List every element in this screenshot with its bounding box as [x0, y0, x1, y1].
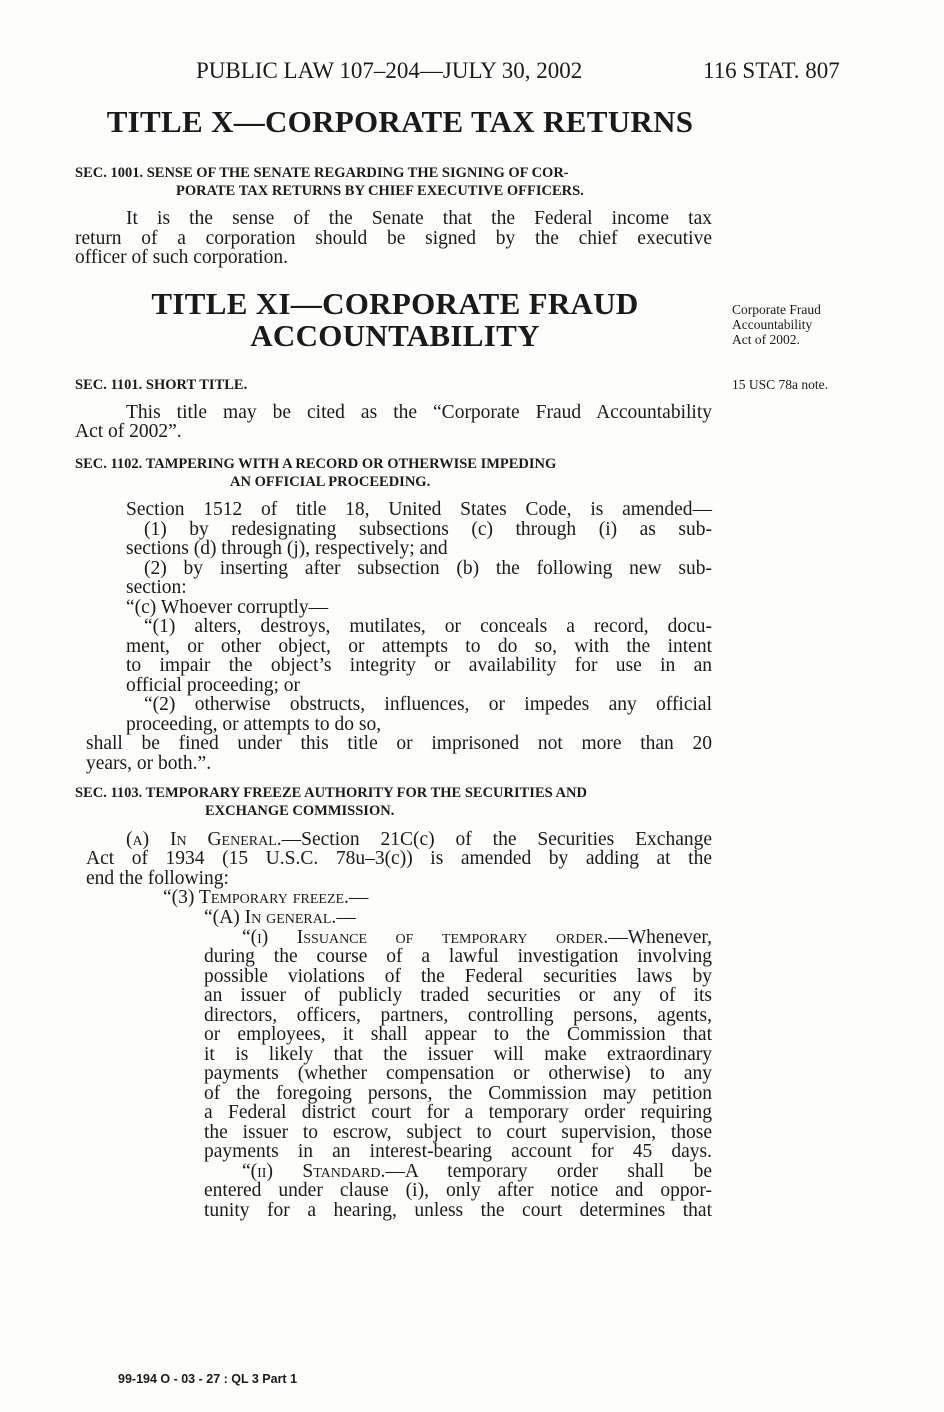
- sec-1001-heading-line2: PORATE TAX RETURNS BY CHIEF EXECUTIVE OFFICERS.: [176, 183, 584, 199]
- sec-1102-body-line: to impair the object’s integrity or availability for use in an: [126, 655, 712, 676]
- sec-1102-heading-line1: SEC. 1102. TAMPERING WITH A RECORD OR OTHERWISE IMPEDING: [75, 456, 557, 472]
- clause-ii-first-line: [242, 1162, 712, 1182]
- page-citation: 116 STAT. 807: [703, 58, 840, 83]
- sec-1103-subsection-a: [126, 830, 712, 850]
- sec-1001-heading: [75, 164, 715, 200]
- sec-1001-body-line: return of a corporation should be signed by the chief executive: [75, 228, 712, 249]
- sec-1103-a-label: (a) In General.: [126, 829, 282, 850]
- clause-i-body-line: the issuer to escrow, subject to court supervision, those: [204, 1122, 712, 1143]
- margin-note-line: Accountability: [732, 317, 813, 332]
- sec-1102-body-line: (1) by redesignating subsections (c) through (i) as sub-: [144, 519, 712, 540]
- clause-i-first-line: [242, 928, 712, 948]
- margin-note-short-title: [732, 302, 821, 347]
- margin-note-line: Corporate Fraud: [732, 302, 821, 317]
- clause-ii-body-line: entered under clause (i), only after notice and oppor-: [204, 1180, 712, 1201]
- clause-i-text: —Whenever,: [608, 927, 712, 948]
- clause-i-body-line: a Federal district court for a temporary order requiring: [204, 1102, 712, 1123]
- sec-1103-heading-line1: SEC. 1103. TEMPORARY FREEZE AUTHORITY FOR THE SECURITIES AND: [75, 785, 587, 801]
- margin-note-usc: 15 USC 78a note.: [732, 377, 828, 392]
- sec-1102-body-line: “(c) Whoever corruptly—: [126, 597, 329, 618]
- sec-1102-body-line: (2) by inserting after subsection (b) the following new sub-: [144, 558, 712, 579]
- sec-1103-a-text: —Section 21C(c) of the Securities Exchange: [281, 829, 713, 850]
- sec-1102-body-line: ment, or other object, or attempts to do so, with the intent: [126, 636, 712, 657]
- clause-i-body-line: or employees, it shall appear to the Commission that: [204, 1024, 712, 1045]
- clause-i-body-line: directors, officers, partners, controlling persons, agents,: [204, 1005, 712, 1026]
- title-xi-heading-line1: TITLE XI—CORPORATE FRAUD: [151, 286, 639, 321]
- sec-1102-body-line: “(1) alters, destroys, mutilates, or conceals a record, docu-: [144, 616, 712, 637]
- sec-1103-heading-line2: EXCHANGE COMMISSION.: [205, 803, 395, 819]
- clause-ii-label: “(ii) Standard.: [242, 1161, 386, 1182]
- sec-1001-body-line: It is the sense of the Senate that the Federal income tax: [126, 208, 712, 229]
- sec-1102-heading: [75, 455, 715, 491]
- sec-1103-body-line: end the following:: [86, 868, 229, 889]
- sec-1102-body-line: shall be fined under this title or imprisoned not more than 20: [86, 733, 712, 754]
- sec-1102-body-line: years, or both.”.: [86, 753, 212, 774]
- clause-i-label: “(i) Issuance of temporary order.: [242, 927, 609, 948]
- clause-i-body-line: during the course of a lawful investigation involving: [204, 946, 712, 967]
- in-general-label: “(A) In general.—: [204, 907, 356, 928]
- sec-1001-heading-line1: SEC. 1001. SENSE OF THE SENATE REGARDING THE SIGNING OF COR-: [75, 165, 569, 181]
- clause-i-body-line: it is likely that the issuer will make extraordinary: [204, 1044, 712, 1065]
- clause-i-body-line: payments (whether compensation or otherwise) to any: [204, 1063, 712, 1084]
- sec-1102-body-line: “(2) otherwise obstructs, influences, or impedes any official: [144, 694, 712, 715]
- running-head-left: PUBLIC LAW 107–204—JULY 30, 2002: [196, 58, 583, 83]
- title-xi-heading-line2: ACCOUNTABILITY: [250, 318, 540, 353]
- clause-i-body-line: of the foregoing persons, the Commission may petition: [204, 1083, 712, 1104]
- sec-1103-body-line: Act of 1934 (15 U.S.C. 78u–3(c)) is amended by adding at the: [86, 848, 712, 869]
- clause-i-body-line: an issuer of publicly traded securities or any of its: [204, 985, 712, 1006]
- margin-note-line: Act of 2002.: [732, 332, 800, 347]
- sec-1102-body-line: official proceeding; or: [126, 675, 300, 696]
- sec-1102-body-line: proceeding, or attempts to do so,: [126, 714, 382, 735]
- sec-1103-heading: [75, 784, 715, 820]
- print-job-footer: 99-194 O - 03 - 27 : QL 3 Part 1: [118, 1372, 298, 1386]
- sec-1101-heading: SEC. 1101. SHORT TITLE.: [75, 377, 248, 393]
- sec-1102-body-line: Section 1512 of title 18, United States Code, is amended—: [126, 499, 712, 520]
- temporary-freeze-label: “(3) Temporary freeze.—: [163, 887, 369, 908]
- clause-ii-body-line: tunity for a hearing, unless the court determines that: [204, 1200, 712, 1221]
- clause-ii-text: —A temporary order shall be: [385, 1161, 712, 1182]
- sec-1102-heading-line2: AN OFFICIAL PROCEEDING.: [230, 474, 431, 490]
- sec-1101-body-line: This title may be cited as the “Corporate Fraud Accountability: [126, 402, 712, 423]
- sec-1101-body-line: Act of 2002”.: [75, 421, 182, 442]
- sec-1102-body-line: section:: [126, 577, 187, 598]
- clause-i-body-line: possible violations of the Federal securities laws by: [204, 966, 712, 987]
- sec-1001-body-line: officer of such corporation.: [75, 247, 288, 268]
- sec-1102-body-line: sections (d) through (j), respectively; and: [126, 538, 448, 559]
- title-x-heading: TITLE X—CORPORATE TAX RETURNS: [106, 104, 694, 139]
- clause-i-body-line: payments in an interest-bearing account for 45 days.: [204, 1141, 712, 1162]
